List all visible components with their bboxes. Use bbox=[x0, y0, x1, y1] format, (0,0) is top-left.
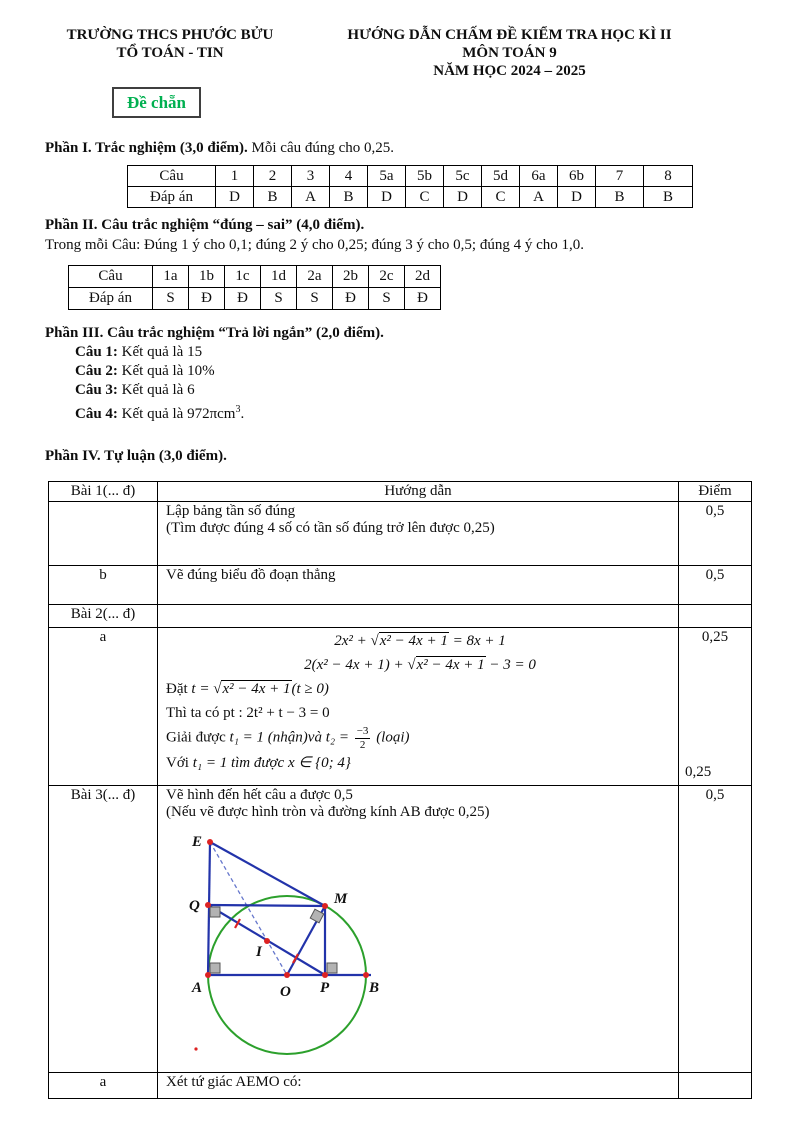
row-guide: Xét tứ giác AEMO có: bbox=[158, 1073, 679, 1099]
item-label: Câu 2: bbox=[75, 363, 118, 379]
row-score bbox=[679, 628, 752, 786]
label-O: O bbox=[280, 984, 291, 1000]
table-cell: D bbox=[216, 187, 254, 208]
item-text: Kết quả là 972πcm bbox=[117, 406, 236, 422]
part3-item-4 bbox=[75, 400, 754, 424]
item-superscript: 3 bbox=[235, 404, 241, 415]
doc-title-line2: MÔN TOÁN 9 bbox=[462, 45, 557, 61]
item-text: Kết quả là 6 bbox=[117, 382, 195, 398]
table-cell: Đ bbox=[333, 288, 369, 310]
table-cell: B bbox=[330, 187, 368, 208]
segment-QM bbox=[208, 905, 325, 906]
equation-6: Với t₁ = 1 tìm được x ∈ {0; 4} bbox=[166, 755, 351, 772]
row-guide bbox=[158, 605, 679, 628]
table-cell: Đ bbox=[225, 288, 261, 310]
table-cell: Câu bbox=[128, 166, 216, 187]
row-guide bbox=[158, 628, 679, 786]
part2-answer-table bbox=[68, 265, 441, 310]
segment-EO-dashed bbox=[210, 842, 287, 975]
part3-item-2 bbox=[75, 362, 754, 381]
row-score bbox=[679, 605, 752, 628]
score-top: 0,25 bbox=[701, 629, 729, 645]
row-label: Bài 2(... đ) bbox=[49, 605, 158, 628]
equation-3: Đặt t = √x² − 4x + 1(t ≥ 0) bbox=[166, 681, 329, 697]
table-cell: A bbox=[520, 187, 558, 208]
segment-EM bbox=[210, 842, 325, 906]
rubric-row-1b bbox=[49, 566, 752, 605]
equation-2: 2(x² − 4x + 1) + √x² − 4x + 1 − 3 = 0 bbox=[304, 657, 536, 673]
row-label: b bbox=[49, 566, 158, 605]
guide-line: Lập bảng tần số đúng bbox=[166, 503, 296, 519]
rubric-row-3a bbox=[49, 1073, 752, 1099]
table-cell: 2b bbox=[333, 266, 369, 288]
right-angle-marker-P bbox=[327, 963, 337, 973]
part1-heading-bold: Phần I. Trắc nghiệm (3,0 điểm). bbox=[45, 140, 248, 156]
label-E: E bbox=[192, 834, 203, 850]
score-bottom: 0,25 bbox=[685, 764, 712, 780]
rubric-row-1a bbox=[49, 502, 752, 566]
rubric-row-2a bbox=[49, 628, 752, 786]
row-score: 0,5 bbox=[679, 566, 752, 605]
table-cell: 5a bbox=[368, 166, 406, 187]
guide-line: (Tìm được đúng 4 số có tần số đúng trở lên được 0,25) bbox=[166, 520, 495, 536]
row-guide bbox=[158, 502, 679, 566]
table-cell: 6a bbox=[520, 166, 558, 187]
equation-4: Thì ta có pt : 2t² + t − 3 = 0 bbox=[166, 705, 330, 721]
table-cell: A bbox=[292, 187, 330, 208]
table-cell: Đ bbox=[405, 288, 441, 310]
point-M bbox=[322, 903, 328, 909]
table-cell: 1a bbox=[153, 266, 189, 288]
school-name: TRƯỜNG THCS PHƯỚC BỬU bbox=[66, 27, 274, 43]
point-A bbox=[205, 972, 211, 978]
item-label: Câu 1: bbox=[75, 344, 118, 360]
table-cell: 2 bbox=[254, 166, 292, 187]
table-cell: S bbox=[261, 288, 297, 310]
item-label: Câu 3: bbox=[75, 382, 118, 398]
guide-line: (Nếu vẽ được hình tròn và đường kính AB được 0,25) bbox=[166, 804, 490, 820]
row-score: 0,5 bbox=[679, 786, 752, 1073]
part3-item-3 bbox=[75, 381, 754, 400]
table-cell: 6b bbox=[558, 166, 596, 187]
item-label: Câu 4: bbox=[75, 406, 118, 422]
row-guide bbox=[158, 786, 679, 1073]
part3-item-1 bbox=[75, 343, 754, 362]
part1-answer-table bbox=[127, 165, 693, 208]
table-cell: C bbox=[406, 187, 444, 208]
part1-heading bbox=[45, 138, 754, 158]
equation-1: 2x² + √x² − 4x + 1 = 8x + 1 bbox=[334, 633, 506, 649]
doc-title-line3: NĂM HỌC 2024 – 2025 bbox=[433, 63, 586, 79]
table-cell: B bbox=[644, 187, 693, 208]
table-cell: 8 bbox=[644, 166, 693, 187]
row-score: 0,5 bbox=[679, 502, 752, 566]
stray-point bbox=[194, 1047, 197, 1050]
table-row bbox=[69, 288, 441, 310]
table-cell: B bbox=[596, 187, 644, 208]
exam-variant-badge: Đề chẵn bbox=[112, 87, 201, 118]
title-block bbox=[295, 26, 754, 80]
table-cell: D bbox=[368, 187, 406, 208]
rubric-row-bai3 bbox=[49, 786, 752, 1073]
label-A: A bbox=[192, 980, 203, 996]
table-cell: Đáp án bbox=[69, 288, 153, 310]
table-cell: 7 bbox=[596, 166, 644, 187]
table-cell: D bbox=[558, 187, 596, 208]
equation-5: Giải được t₁ = 1 (nhận)và t₂ = $\frac{-3}{2}$ (loại) bbox=[166, 725, 410, 751]
table-cell: 1b bbox=[189, 266, 225, 288]
table-cell: 4 bbox=[330, 166, 368, 187]
part4-heading: Phần IV. Tự luận (3,0 điểm). bbox=[45, 448, 227, 464]
part3-heading: Phần III. Câu trắc nghiệm “Trả lời ngắn” (2,0 điểm). bbox=[45, 325, 384, 341]
row-label: Bài 3(... đ) bbox=[49, 786, 158, 1073]
label-B: B bbox=[369, 980, 380, 996]
label-P: P bbox=[320, 980, 330, 996]
table-row bbox=[128, 187, 693, 208]
table-cell: Câu bbox=[69, 266, 153, 288]
point-I bbox=[264, 938, 270, 944]
rubric-col-score: Điểm bbox=[679, 482, 752, 502]
label-M: M bbox=[334, 891, 348, 907]
row-guide: Vẽ đúng biểu đồ đoạn thẳng bbox=[158, 566, 679, 605]
table-cell: 1c bbox=[225, 266, 261, 288]
part2-note: Trong mỗi Câu: Đúng 1 ý cho 0,1; đúng 2 ý cho 0,25; đúng 3 ý cho 0,5; đúng 4 ý cho 1,0. bbox=[45, 237, 585, 253]
table-cell: 2a bbox=[297, 266, 333, 288]
item-text: Kết quả là 10% bbox=[117, 363, 215, 379]
rubric-header-row bbox=[49, 482, 752, 502]
table-cell: 5c bbox=[444, 166, 482, 187]
geometry-figure-svg bbox=[184, 829, 419, 1061]
point-P bbox=[322, 972, 328, 978]
point-B bbox=[363, 972, 369, 978]
table-cell: 2c bbox=[369, 266, 405, 288]
rubric-row-bai2 bbox=[49, 605, 752, 628]
table-row bbox=[69, 266, 441, 288]
table-cell: 3 bbox=[292, 166, 330, 187]
document-header bbox=[45, 26, 754, 80]
item-suffix: . bbox=[240, 406, 245, 422]
department-name: TỔ TOÁN - TIN bbox=[116, 45, 224, 61]
row-label: a bbox=[49, 1073, 158, 1099]
table-cell: B bbox=[254, 187, 292, 208]
geometry-figure bbox=[184, 829, 674, 1066]
row-label bbox=[49, 502, 158, 566]
table-cell: 5b bbox=[406, 166, 444, 187]
table-cell: 1 bbox=[216, 166, 254, 187]
right-angle-marker-A bbox=[210, 963, 220, 973]
label-Q: Q bbox=[189, 898, 200, 914]
rubric-col-bai: Bài 1(... đ) bbox=[49, 482, 158, 502]
table-cell: D bbox=[444, 187, 482, 208]
table-cell: 5d bbox=[482, 166, 520, 187]
rubric-table bbox=[48, 481, 752, 1099]
guide-line: Vẽ hình đến hết câu a được 0,5 bbox=[166, 787, 353, 803]
table-cell: 2d bbox=[405, 266, 441, 288]
table-cell: Đáp án bbox=[128, 187, 216, 208]
row-score bbox=[679, 1073, 752, 1099]
right-angle-marker-Q bbox=[210, 907, 220, 917]
rubric-col-guide: Hướng dẫn bbox=[158, 482, 679, 502]
table-cell: Đ bbox=[189, 288, 225, 310]
doc-title-line1: HƯỚNG DẪN CHẤM ĐỀ KIỂM TRA HỌC KÌ II bbox=[347, 27, 672, 43]
table-cell: S bbox=[153, 288, 189, 310]
school-block bbox=[45, 26, 295, 80]
part1-heading-rest: Mỗi câu đúng cho 0,25. bbox=[247, 140, 395, 156]
table-cell: S bbox=[369, 288, 405, 310]
table-row bbox=[128, 166, 693, 187]
point-Q bbox=[205, 902, 211, 908]
point-E bbox=[207, 839, 213, 845]
part2-heading: Phần II. Câu trắc nghiệm “đúng – sai” (4,0 điểm). bbox=[45, 217, 365, 233]
point-O bbox=[284, 972, 290, 978]
table-cell: C bbox=[482, 187, 520, 208]
row-label: a bbox=[49, 628, 158, 786]
item-text: Kết quả là 15 bbox=[117, 344, 203, 360]
label-I: I bbox=[256, 944, 262, 960]
table-cell: S bbox=[297, 288, 333, 310]
table-cell: 1d bbox=[261, 266, 297, 288]
